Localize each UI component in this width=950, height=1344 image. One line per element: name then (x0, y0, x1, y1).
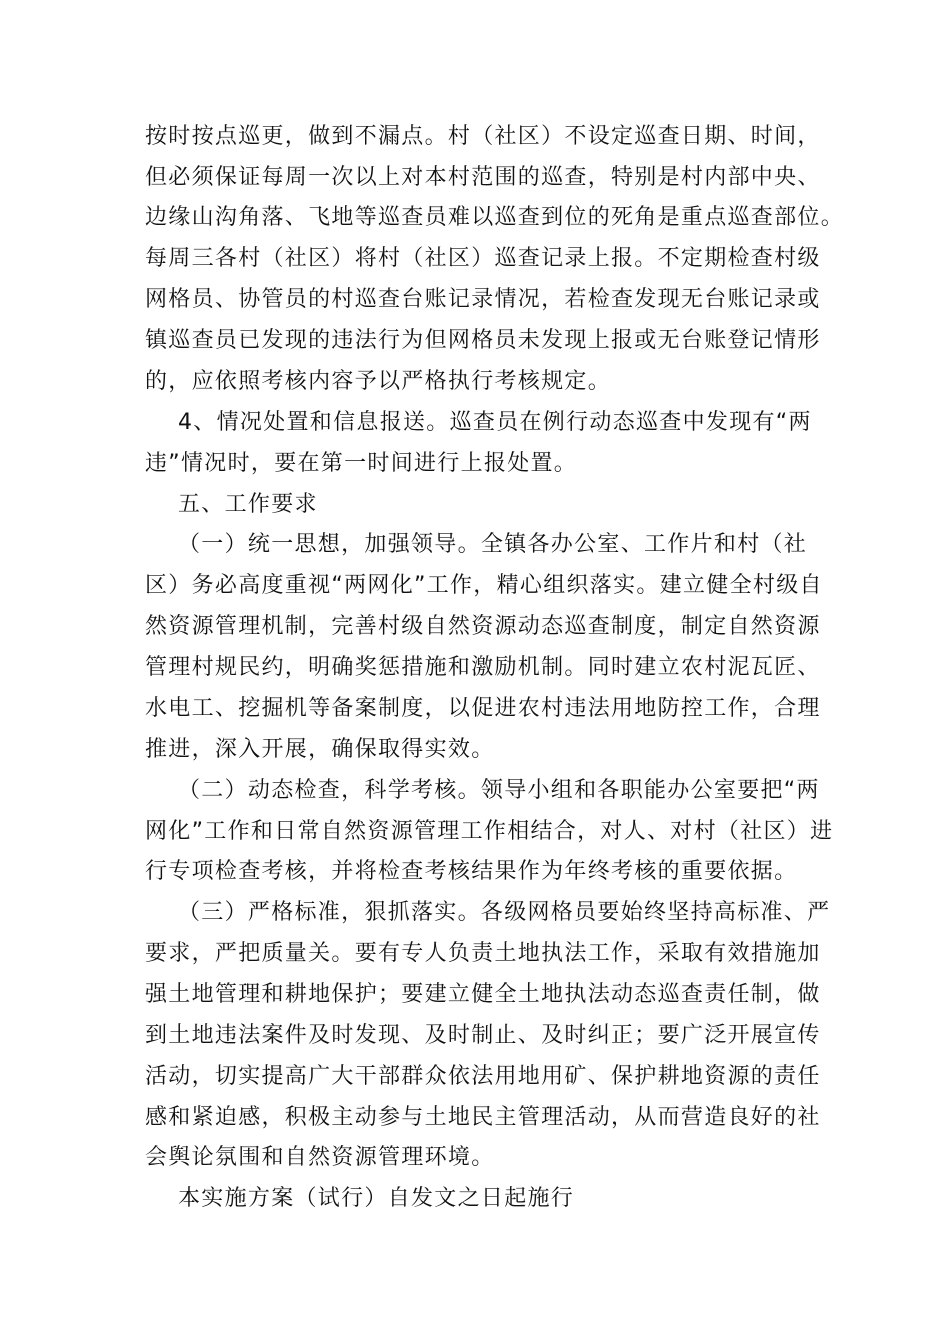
text-line: 网化”工作和日常自然资源管理工作相结合，对人、对村（社区）进 (145, 819, 834, 844)
text-line: 区）务必高度重视“两网化”工作，精心组织落实。建立健全村级自 (145, 573, 823, 598)
text-line: 边缘山沟角落、飞地等巡查员难以巡查到位的死角是重点巡查部位。 (145, 205, 845, 230)
paragraph-start-line: 4、情况处置和信息报送。巡查员在例行动态巡查中发现有“两 (178, 410, 812, 435)
closing-line: 本实施方案（试行）自发文之日起施行 (178, 1186, 575, 1211)
text-line: 网格员、协管员的村巡查台账记录情况，若检查发现无台账记录或 (145, 287, 821, 312)
text-line: 然资源管理机制，完善村级自然资源动态巡查制度，制定自然资源 (145, 614, 821, 639)
paragraph-start-line: （一）统一思想，加强领导。全镇各办公室、工作片和村（社 (178, 532, 808, 557)
section-heading: 五、工作要求 (178, 492, 318, 517)
text-line: 管理村规民约，明确奖惩措施和激励机制。同时建立农村泥瓦匠、 (145, 655, 821, 680)
text-line: 每周三各村（社区）将村（社区）巡查记录上报。不定期检查村级 (145, 246, 821, 271)
paragraph-start-line: （二）动态检查，科学考核。领导小组和各职能办公室要把“两 (178, 778, 820, 803)
text-line: 感和紧迫感，积极主动参与土地民主管理活动，从而营造良好的社 (145, 1105, 821, 1130)
text-line: 水电工、挖掘机等备案制度，以促进农村违法用地防控工作，合理 (145, 696, 821, 721)
text-line: 但必须保证每周一次以上对本村范围的巡查，特别是村内部中央、 (145, 165, 821, 190)
text-line: 镇巡查员已发现的违法行为但网格员未发现上报或无台账登记情形 (145, 328, 821, 353)
text-line: 强土地管理和耕地保护；要建立健全土地执法动态巡查责任制，做 (145, 982, 821, 1007)
text-line: 活动，切实提高广大干部群众依法用地用矿、保护耕地资源的责任 (145, 1064, 821, 1089)
text-line: 的，应依照考核内容予以严格执行考核规定。 (145, 369, 612, 394)
text-line: 按时按点巡更，做到不漏点。村（社区）不设定巡查日期、时间， (145, 124, 821, 149)
text-line: 行专项检查考核，并将检查考核结果作为年终考核的重要依据。 (145, 859, 798, 884)
text-line: 推进，深入开展，确保取得实效。 (145, 737, 495, 762)
text-line: 会舆论氛围和自然资源管理环境。 (145, 1145, 495, 1170)
text-line: 违”情况时，要在第一时间进行上报处置。 (145, 451, 578, 476)
text-line: 到土地违法案件及时发现、及时制止、及时纠正；要广泛开展宣传 (145, 1023, 821, 1048)
paragraph-start-line: （三）严格标准，狠抓落实。各级网格员要始终坚持高标准、严 (178, 900, 831, 925)
text-line: 要求，严把质量关。要有专人负责土地执法工作，采取有效措施加 (145, 941, 821, 966)
